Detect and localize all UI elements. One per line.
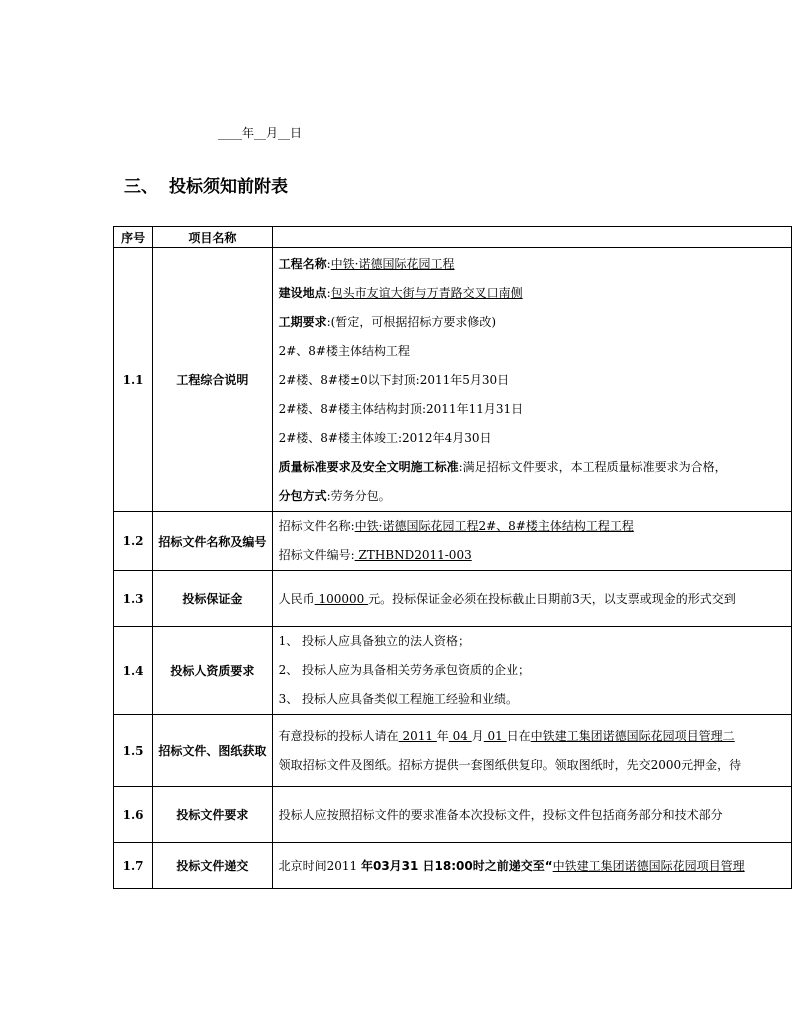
submit-text-b: 年03月31 日18:00时之前递交至“ bbox=[360, 859, 553, 873]
deposit-amount: 100000 bbox=[314, 592, 369, 606]
deposit-suffix: 元。投标保证金必须在投标截止日期前3天，以支票或现金的形式交到 bbox=[368, 592, 736, 606]
row-content bbox=[272, 512, 791, 571]
quality-label: 质量标准要求及安全文明施工标准 bbox=[278, 460, 459, 474]
row-number: 1.5 bbox=[114, 715, 153, 787]
doc-name-line bbox=[279, 512, 791, 541]
scope-line: 2#、8#楼主体结构工程 bbox=[278, 344, 410, 358]
row-number: 1.6 bbox=[114, 787, 153, 843]
quality-value: 满足招标文件要求，本工程质量标准要求为合格， bbox=[462, 460, 727, 474]
obtain-line-1 bbox=[279, 722, 791, 751]
row-number: 1.2 bbox=[114, 512, 153, 571]
row-item-name: 招标文件、图纸获取 bbox=[153, 715, 272, 787]
section-heading bbox=[124, 172, 288, 197]
doc-code-label: 招标文件编号: bbox=[278, 548, 355, 562]
row-content bbox=[272, 571, 791, 627]
obtain-year: 2011 bbox=[398, 728, 437, 743]
section-number: 三、 bbox=[124, 177, 158, 197]
section-title: 投标须知前附表 bbox=[169, 177, 288, 197]
obtain-line-2: 领取招标文件及图纸。招标方提供一套图纸供复印。领取图纸时，先交2000元押金，待 bbox=[278, 757, 742, 772]
obtain-text-c: 月 bbox=[471, 728, 484, 743]
obtain-day: 01 bbox=[483, 728, 507, 743]
obtain-text-d: 日在 bbox=[506, 728, 531, 743]
table-row bbox=[114, 248, 792, 512]
milestone-2: 2#楼、8#楼主体结构封顶:2011年11月31日 bbox=[278, 402, 524, 416]
subcontract-label: 分包方式 bbox=[278, 489, 327, 503]
row-content bbox=[272, 715, 791, 787]
obtain-month: 04 bbox=[448, 728, 472, 743]
table-row bbox=[114, 627, 792, 715]
milestone-1: 2#楼、8#楼±0以下封顶:2011年5月30日 bbox=[278, 373, 510, 387]
obtain-text-a: 有意投标的投标人请在 bbox=[278, 728, 399, 743]
location-line: 建设地点:包头市友谊大街与万青路交叉口南侧 bbox=[278, 286, 523, 300]
period-line: 工期要求:(暂定，可根据招标方要求修改) bbox=[278, 315, 497, 329]
project-name-value: 中铁·诺德国际花园工程 bbox=[330, 257, 455, 271]
obtain-text-b: 年 bbox=[436, 728, 449, 743]
location-value: 包头市友谊大街与万青路交叉口南侧 bbox=[330, 286, 523, 300]
row-item-name: 投标文件递交 bbox=[153, 843, 272, 889]
submit-place: 中铁建工集团诺德国际花园项目管理 bbox=[552, 859, 745, 873]
table-row bbox=[114, 715, 792, 787]
doc-name-value: 中铁·诺德国际花园工程2#、8#楼主体结构工程工程 bbox=[354, 519, 634, 533]
table-header-row bbox=[114, 227, 792, 248]
row-content bbox=[272, 248, 791, 512]
row-number: 1.4 bbox=[114, 627, 153, 715]
quality-line: 质量标准要求及安全文明施工标准:满足招标文件要求，本工程质量标准要求为合格， bbox=[278, 460, 727, 474]
location-label: 建设地点 bbox=[278, 286, 327, 300]
subcontract-value: 劳务分包。 bbox=[330, 489, 391, 503]
row-number: 1.1 bbox=[114, 248, 153, 512]
row-number: 1.7 bbox=[114, 843, 153, 889]
header-content bbox=[272, 227, 791, 248]
row-content bbox=[272, 627, 791, 715]
doc-code-value: ZTHBND2011-003 bbox=[354, 548, 472, 562]
project-name-line: 工程名称:中铁·诺德国际花园工程 bbox=[278, 257, 455, 271]
subcontract-line: 分包方式:劳务分包。 bbox=[278, 489, 391, 503]
doc-code-line bbox=[279, 541, 791, 570]
row-item-name: 投标文件要求 bbox=[153, 787, 272, 843]
qualification-3: 3、 投标人应具备类似工程施工经验和业绩。 bbox=[278, 692, 519, 706]
table-row bbox=[114, 787, 792, 843]
obtain-place: 中铁建工集团诺德国际花园项目管理二 bbox=[530, 728, 735, 743]
milestone-3: 2#楼、8#楼主体竣工:2012年4月30日 bbox=[278, 431, 492, 445]
row-item-name: 投标保证金 bbox=[153, 571, 272, 627]
deposit-prefix: 人民币 bbox=[278, 592, 315, 606]
qualification-1: 1、 投标人应具备独立的法人资格； bbox=[278, 634, 471, 648]
doc-name-label: 招标文件名称: bbox=[278, 519, 355, 533]
row-item-name: 招标文件名称及编号 bbox=[153, 512, 272, 571]
table-row bbox=[114, 843, 792, 889]
row-number: 1.3 bbox=[114, 571, 153, 627]
row-item-name: 投标人资质要求 bbox=[153, 627, 272, 715]
header-item: 项目名称 bbox=[153, 227, 272, 248]
header-no: 序号 bbox=[114, 227, 153, 248]
row-item-name: 工程综合说明 bbox=[153, 248, 272, 512]
table-row bbox=[114, 571, 792, 627]
date-line: ____年__月__日 bbox=[218, 126, 303, 140]
period-value: (暂定，可根据招标方要求修改) bbox=[330, 315, 497, 329]
bid-notice-table bbox=[113, 226, 792, 889]
table-row bbox=[114, 512, 792, 571]
submit-text-a: 北京时间2011 bbox=[278, 859, 361, 873]
period-label: 工期要求 bbox=[278, 315, 327, 329]
row-content bbox=[272, 843, 791, 889]
row-content: 投标人应按照招标文件的要求准备本次投标文件，投标文件包括商务部分和技术部分 bbox=[272, 787, 791, 843]
qualification-2: 2、 投标人应为具备相关劳务承包资质的企业； bbox=[278, 663, 531, 677]
project-name-label: 工程名称 bbox=[278, 257, 327, 271]
